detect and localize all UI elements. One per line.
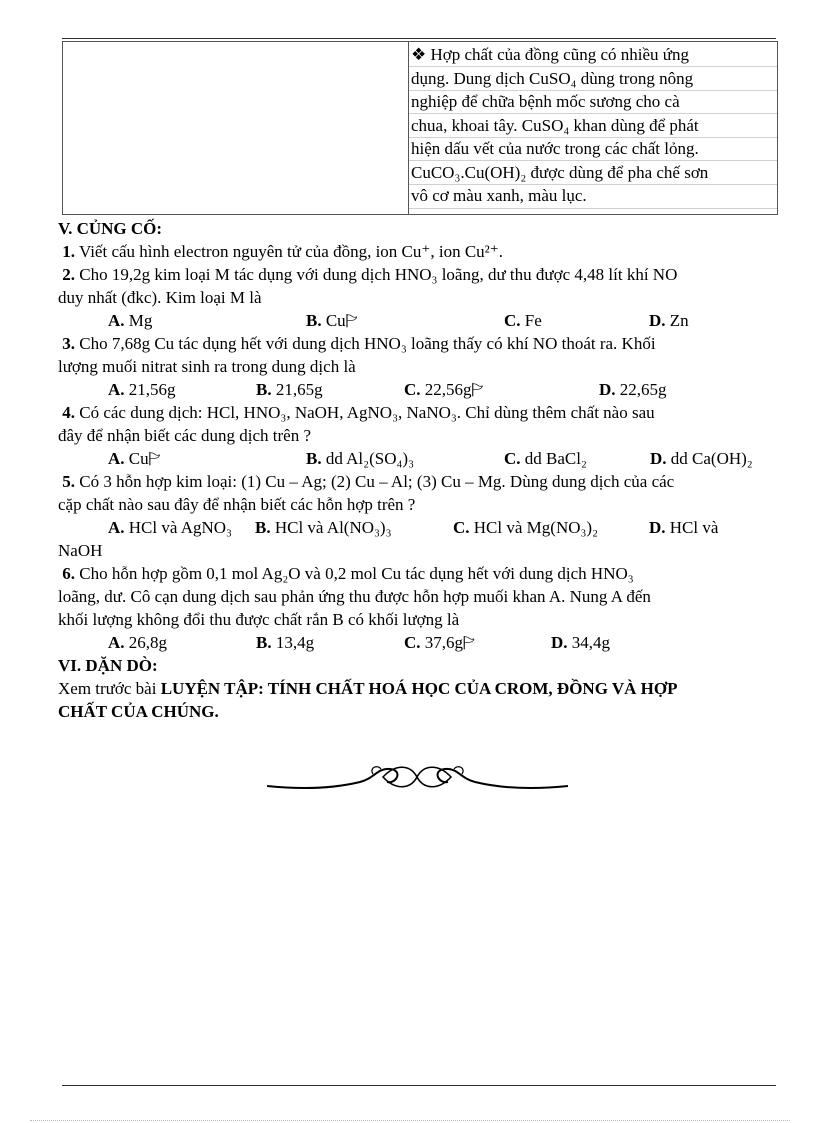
diamond-bullet-icon: ❖ [411,45,427,64]
option-b: B. dd Al₂(SO₄)₃ [306,449,414,468]
footer-rule [62,1085,776,1086]
question-6-cont: khối lượng không đổi thu được chất rắn B có khối lượng là [58,610,460,629]
table-cell-line: CuCO₃.Cu(OH)₂ được dùng để pha chế sơn [411,162,709,182]
question-2-cont: duy nhất (đkc). Kim loại M là [58,288,262,307]
main-content [58,217,788,723]
table-row-separator [409,66,777,67]
summary-table [62,41,778,215]
option-d: D. dd Ca(OH)₂ [650,449,753,468]
option-a: A. 21,56g [108,380,176,399]
question-2: 2. Cho 19,2g kim loại M tác dụng với dung dịch HNO₃ loãng, dư thu được 4,48 lít khí NO [62,265,678,284]
option-a: A. HCl và AgNO₃ [108,518,232,537]
table-row-separator [409,208,777,209]
header-rule [62,38,776,39]
option-d: D. HCl và [649,518,719,537]
table-row-separator [409,113,777,114]
answer-flag-icon: 🏱 [345,315,358,330]
page-edge-dots [30,1120,790,1121]
option-b: B. 13,4g [256,633,315,652]
option-b: B. Cu🏱 [306,311,358,330]
table-row-separator [409,137,777,138]
option-d: D. Zn [649,311,689,330]
option-c: C. HCl và Mg(NO₃)₂ [453,518,599,537]
question-4-cont: đây để nhận biết các dung dịch trên ? [58,426,312,445]
answer-flag-icon: 🏱 [148,453,161,468]
table-row-separator [409,184,777,185]
option-c: C. Fe [504,311,542,330]
table-cell-applications [411,43,766,208]
option-a: A. Mg [108,311,153,330]
question-2-options [58,309,788,332]
section-heading-homework: VI. DẶN DÒ: [58,656,158,675]
option-a: A. Cu🏱 [108,449,161,468]
answer-flag-icon: 🏱 [463,637,475,652]
question-4-options [58,447,788,470]
decorative-flourish-icon [265,760,570,794]
question-3-options [58,378,788,401]
question-6: 6. Cho hỗn hợp gồm 0,1 mol Ag₂O và 0,2 mol Cu tác dụng hết với dung dịch HNO₃ [62,564,634,583]
question-3: 3. Cho 7,68g Cu tác dụng hết với dung dịch HNO₃ loãng thấy có khí NO thoát ra. Khối [62,334,656,353]
option-d: D. 22,65g [599,380,667,399]
option-b: B. 21,65g [256,380,323,399]
option-c: C. 37,6g🏱 [404,633,475,652]
table-cell-line: vô cơ màu xanh, màu lục. [411,186,587,205]
option-b: B. HCl và Al(NO₃)₃ [255,518,392,537]
option-a: A. 26,8g [108,633,168,652]
question-4: 4. Có các dung dịch: HCl, HNO₃, NaOH, AgNO₃, NaNO₃. Chỉ dùng thêm chất nào sau [62,403,655,422]
answer-flag-icon: 🏱 [471,384,484,399]
question-1: 1. Viết cấu hình electron nguyên tử của đồng, ion Cu⁺, ion Cu²⁺. [62,242,503,261]
option-c: C. dd BaCl₂ [504,449,587,468]
homework-text-cont: CHẤT CỦA CHÚNG. [58,702,219,721]
table-cell-line: nghiệp để chữa bệnh mốc sương cho cà [411,92,680,111]
question-5-options [58,516,788,539]
table-cell-line: dụng. Dung dịch CuSO₄ dùng trong nông [411,68,694,88]
table-cell-line: hiện dấu vết của nước trong các chất lỏng. [411,139,699,158]
question-5: 5. Có 3 hỗn hợp kim loại: (1) Cu – Ag; (2) Cu – Al; (3) Cu – Mg. Dùng dung dịch của các [62,472,675,491]
section-heading-review: V. CỦNG CỐ: [58,219,163,238]
question-5-option-d-wrap: NaOH [58,541,103,560]
question-3-cont: lượng muối nitrat sinh ra trong dung dịch là [58,357,356,376]
question-6-options [58,631,788,654]
table-cell-line: ❖ Hợp chất của đồng cũng có nhiều ứng [411,45,689,64]
question-5-cont: cặp chất nào sau đây để nhận biết các hỗn hợp trên ? [58,495,416,514]
option-c: C. 22,56g🏱 [404,380,484,399]
table-row-separator [409,90,777,91]
option-d: D. 34,4g [551,633,611,652]
question-6-cont: loãng, dư. Cô cạn dung dịch sau phản ứng thu được hỗn hợp muối khan A. Nung A đến [58,587,651,606]
table-row-separator [409,160,777,161]
homework-text: Xem trước bài LUYỆN TẬP: TÍNH CHẤT HOÁ HỌC CỦA CROM, ĐỒNG VÀ HỢP [58,679,678,698]
table-column-divider [408,42,409,214]
table-cell-line: chua, khoai tây. CuSO₄ khan dùng để phát [411,115,699,135]
